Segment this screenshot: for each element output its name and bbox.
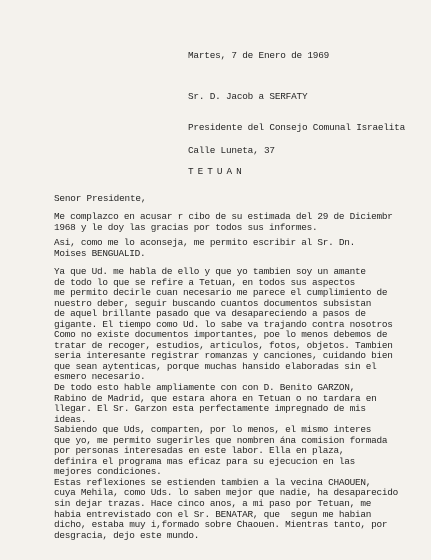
text-line: Rabino de Madrid, que estara ahora en Tetuan o no tardara en xyxy=(54,392,377,404)
text-line: desgracia, dejo este mundo. xyxy=(54,529,200,541)
text-line: mejores condiciones. xyxy=(54,466,162,478)
paragraph-main-body xyxy=(54,267,398,541)
text-line: ideas. xyxy=(54,413,87,425)
text-line: seria interesante registrar romanzas y canciones, cuidando bien xyxy=(54,350,393,362)
text-line: de aquel brillante pasado que va desapareciendo a pasos de xyxy=(54,308,366,320)
text-line: Como no existe documentos importantes, poe lo menos debemos de xyxy=(54,329,388,341)
text-line: De todo esto hable ampliamente con con D. Benito GARZON, xyxy=(54,382,356,394)
salutation: Senor Presidente, xyxy=(54,193,147,204)
text-line: gigante. El tiempo como Ud. lo sabe va trajando contra nosotros xyxy=(54,318,393,330)
recipient-title: Presidente del Consejo Comunal Israelita xyxy=(188,122,406,133)
letter-date: Martes, 7 de Enero de 1969 xyxy=(188,50,330,61)
text-line: Asi, como me lo aconseja, me permito escribir al Sr. Dn. xyxy=(54,237,356,248)
text-line: me permito decirle cuan necesario me parece el cumplimiento de xyxy=(54,287,388,299)
text-line: habia entrevistado con el Sr. BENATAR, que segun me habian xyxy=(54,508,372,520)
text-line: que sean aytenticas, porque muchas hansido elaboradas sin el xyxy=(54,360,377,372)
text-line: llegar. El Sr. Garzon esta perfectamente impregnado de mis xyxy=(54,403,366,415)
recipient-street: Calle Luneta, 37 xyxy=(188,145,275,156)
text-line: cuya Mehila, como Uds. lo saben mejor que nadie, ha desaparecido xyxy=(54,487,399,499)
text-line: esmero necesario. xyxy=(54,371,146,383)
text-line: Ya que Ud. me habla de ello y que yo tambien soy un amante xyxy=(54,266,366,277)
text-line: Me complazco en acusar r cibo de su estimada del 29 de Diciembr xyxy=(54,211,393,222)
text-line: definira el programa mas eficaz para su ejecucion en las xyxy=(54,455,356,467)
text-line: nuestro deber, seguir buscando cuantos documentos subsistan xyxy=(54,297,372,309)
text-line: de todo lo que se refire a Tetuan, en todos sus aspectos xyxy=(54,276,356,288)
text-line: Sabiendo que Uds, comparten, por lo menos, el mismo interes xyxy=(54,424,372,436)
text-line: por personas interesadas en este labor. Ella en plaza, xyxy=(54,445,345,457)
text-line: Moises BENGUALID. xyxy=(54,247,146,259)
paragraph-acknowledgement xyxy=(54,212,393,233)
recipient-name: Sr. D. Jacob a SERFATY xyxy=(188,91,308,102)
text-line: sin dejar trazas. Hace cinco anos, a mi paso por Tetuan, me xyxy=(54,498,372,510)
text-line: Estas reflexiones se estienden tambien a la vecina CHAOUEN, xyxy=(54,476,372,488)
paragraph-writing-bengualid xyxy=(54,238,355,259)
text-line: que yo, me permito sugerirles que nombren ána comision formada xyxy=(54,434,388,446)
text-line: dicho, estaba muy i,formado sobre Chaouen. Mientras tanto, por xyxy=(54,519,388,531)
recipient-city: TETUAN xyxy=(188,166,246,177)
text-line: tratar de recoger, estudios, articulos, fotos, objetos. Tambien xyxy=(54,339,393,351)
text-line: 1968 y le doy las gracias por todos sus informes. xyxy=(54,221,318,233)
